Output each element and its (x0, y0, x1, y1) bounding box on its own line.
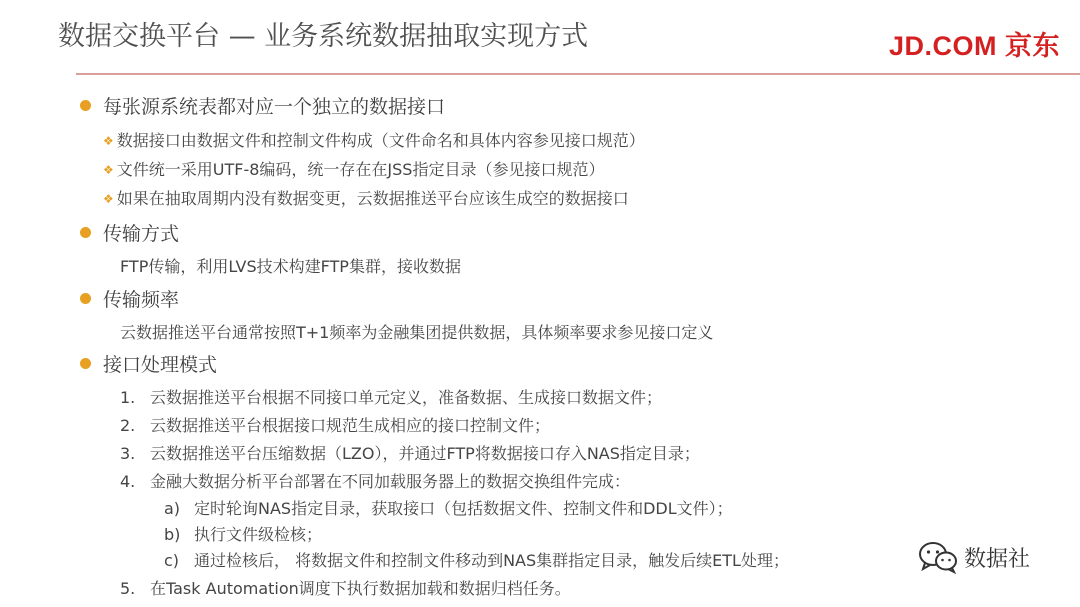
step-text: 云数据推送平台压缩数据（LZO），并通过FTP将数据接口存入NAS指定目录； (150, 444, 700, 463)
step-number: 5. (120, 579, 136, 598)
diamond-bullet-icon: ❖ (103, 134, 114, 148)
step-text: 在Task Automation调度下执行数据加载和数据归档任务。 (150, 579, 571, 598)
substep-text: 定时轮询NAS指定目录，获取接口（包括数据文件、控制文件和DDL文件）； (194, 499, 733, 518)
numbered-step (120, 385, 662, 408)
sub-bullet (103, 128, 645, 151)
wechat-watermark (918, 540, 1030, 574)
bullet-heading (80, 92, 445, 119)
step-number: 2. (120, 416, 136, 435)
diamond-bullet-icon: ❖ (103, 163, 114, 177)
numbered-step (120, 576, 571, 599)
wechat-icon (918, 540, 958, 574)
step-text: 云数据推送平台根据不同接口单元定义，准备数据、生成接口数据文件； (150, 388, 663, 407)
step-number: 4. (120, 472, 136, 491)
bullet-dot-icon (80, 100, 91, 111)
substep-letter: b) (164, 525, 181, 544)
substep-text: 执行文件级检核； (194, 525, 323, 544)
bullet-heading (80, 285, 179, 312)
step-text: 金融大数据分析平台部署在不同加载服务器上的数据交换组件完成： (150, 472, 631, 491)
sub-bullet-text: 数据接口由数据文件和控制文件构成（文件命名和具体内容参见接口规范） (116, 131, 645, 150)
lettered-substep (164, 548, 789, 571)
substep-text: 通过检核后， 将数据文件和控制文件移动到NAS集群指定目录，触发后续ETL处理； (194, 551, 789, 570)
numbered-step (120, 469, 630, 492)
bullet-dot-icon (80, 358, 91, 369)
substep-letter: c) (164, 551, 180, 570)
bullet-heading-text: 传输频率 (103, 289, 180, 311)
title-divider (76, 73, 1080, 75)
numbered-step (120, 441, 700, 464)
section-text: FTP传输，利用LVS技术构建FTP集群，接收数据 (120, 257, 461, 276)
step-number: 3. (120, 444, 136, 463)
section-text: 云数据推送平台通常按照T+1频率为金融集团提供数据，具体频率要求参见接口定义 (120, 323, 714, 342)
bullet-heading (80, 350, 217, 377)
substep-letter: a) (164, 499, 181, 518)
diamond-bullet-icon: ❖ (103, 192, 114, 206)
slide-title: 数据交换平台 — 业务系统数据抽取实现方式 (58, 21, 589, 52)
bullet-heading-text: 传输方式 (103, 223, 180, 245)
step-number: 1. (120, 388, 136, 407)
bullet-heading (80, 219, 179, 246)
sub-bullet-text: 文件统一采用UTF-8编码，统一存在在JSS指定目录（参见接口规范） (116, 160, 605, 179)
bullet-heading-text: 接口处理模式 (103, 354, 218, 376)
bullet-dot-icon (80, 293, 91, 304)
step-text: 云数据推送平台根据接口规范生成相应的接口控制文件； (150, 416, 551, 435)
numbered-step (120, 413, 550, 436)
jd-logo: JD.COM 京东 (888, 31, 1060, 61)
bullet-heading-text: 每张源系统表都对应一个独立的数据接口 (103, 96, 446, 118)
watermark-label: 数据社 (964, 546, 1031, 572)
sub-bullet (103, 186, 629, 209)
sub-bullet-text: 如果在抽取周期内没有数据变更，云数据推送平台应该生成空的数据接口 (116, 189, 629, 208)
sub-bullet (103, 157, 604, 180)
lettered-substep (164, 522, 322, 545)
lettered-substep (164, 496, 733, 519)
bullet-dot-icon (80, 227, 91, 238)
